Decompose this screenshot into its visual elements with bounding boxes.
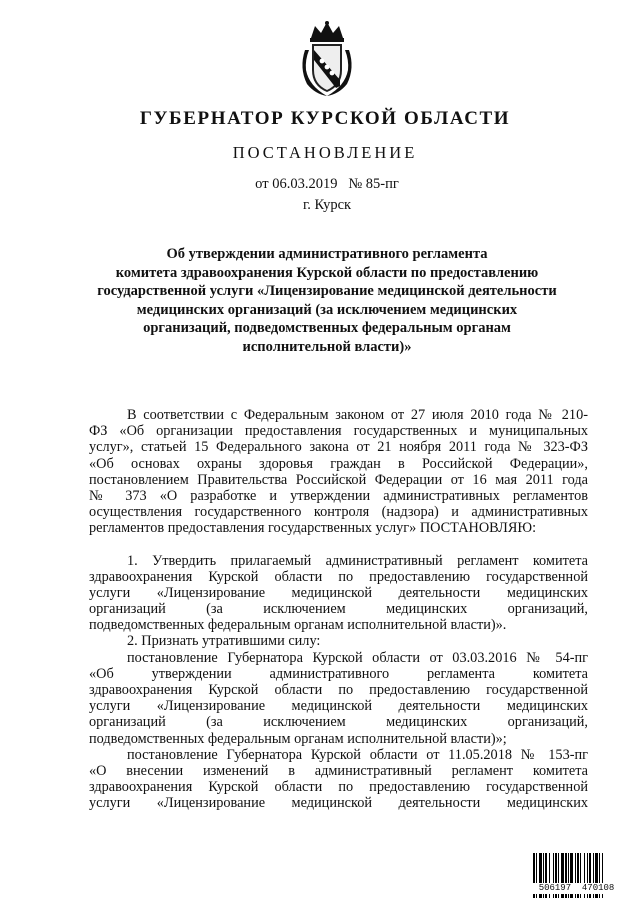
text-line: услуги «Лицензирование медицинской деятельности медицинских <box>89 795 588 812</box>
text-line: подведомственных федеральным органам исполнительной власти)». <box>89 617 507 634</box>
text-line: услуг», статьей 15 Федерального закона от 21 ноября 2011 года № 323-ФЗ <box>89 439 588 456</box>
title-line: Об утверждении административного регламента <box>166 246 488 262</box>
text-line: организаций (за исключением медицинских организаций, <box>89 601 588 618</box>
issuing-authority: ГУБЕРНАТОР КУРСКОЙ ОБЛАСТИ <box>139 108 511 129</box>
item-2b-paragraph <box>89 747 588 812</box>
text-line: здравоохранения Курской области по предоставлению государственной <box>89 779 588 796</box>
document-city: г. Курск <box>302 197 352 213</box>
item-2-heading: 2. Признать утратившими силу: <box>127 633 321 650</box>
title-line: медицинских организаций (за исключением медицинских <box>136 301 518 318</box>
text-line: постановление Губернатора Курской области от 11.05.2018 № 153-пг <box>127 746 588 763</box>
text-line: осуществления государственного контроля (надзора) и административных <box>89 504 588 521</box>
text-line: 1. Утвердить прилагаемый административный регламент комитета <box>127 552 588 569</box>
text-line: постановление Губернатора Курской области от 03.03.2016 № 54-пг <box>127 649 588 666</box>
document-body <box>89 407 588 812</box>
title-line: организаций, подведомственных федеральным органам <box>143 320 511 336</box>
title-line: исполнительной власти)» <box>242 338 412 355</box>
text-line: услуги «Лицензирование медицинской деятельности медицинских <box>89 584 588 601</box>
kursk-coat-of-arms-icon <box>297 20 357 98</box>
barcode-number: 506197 470108 <box>533 883 620 894</box>
text-line: «Об утверждении административного регламента комитета <box>89 665 588 682</box>
document-date-number: от 06.03.2019 № 85-пг <box>255 176 399 192</box>
text-line: подведомственных федеральным органам исполнительной власти)»; <box>89 730 507 747</box>
document-type: ПОСТАНОВЛЕНИЕ <box>232 143 418 162</box>
text-line: услуги «Лицензирование медицинской деятельности медицинских <box>89 698 588 715</box>
title-line: государственной услуги «Лицензирование медицинской деятельности <box>97 283 557 299</box>
text-line: постановлением Правительства Российской Федерации от 16 мая 2011 года <box>89 471 588 488</box>
preamble-paragraph <box>89 407 588 537</box>
text-line: организаций (за исключением медицинских организаций, <box>89 714 588 731</box>
text-line: регламентов предоставления государственных услуг» ПОСТАНОВЛЯЮ: <box>89 520 537 537</box>
title-line: комитета здравоохранения Курской области по предоставлению <box>115 264 539 281</box>
text-line: «О внесении изменений в административный регламент комитета <box>89 762 588 779</box>
item-1-paragraph <box>89 553 588 634</box>
item-2a-paragraph <box>89 650 588 747</box>
text-line: № 373 «О разработке и утверждении административных регламентов <box>89 487 588 504</box>
text-line: ФЗ «Об организации предоставления государственных и муниципальных <box>89 423 588 440</box>
text-line: «Об основах охраны здоровья граждан в Российской Федерации», <box>89 455 588 472</box>
text-line: здравоохранения Курской области по предоставлению государственной <box>89 568 588 585</box>
document-title <box>80 245 574 356</box>
text-line: В соответствии с Федеральным законом от 27 июля 2010 года № 210- <box>127 407 588 423</box>
text-line: здравоохранения Курской области по предоставлению государственной <box>89 682 588 698</box>
